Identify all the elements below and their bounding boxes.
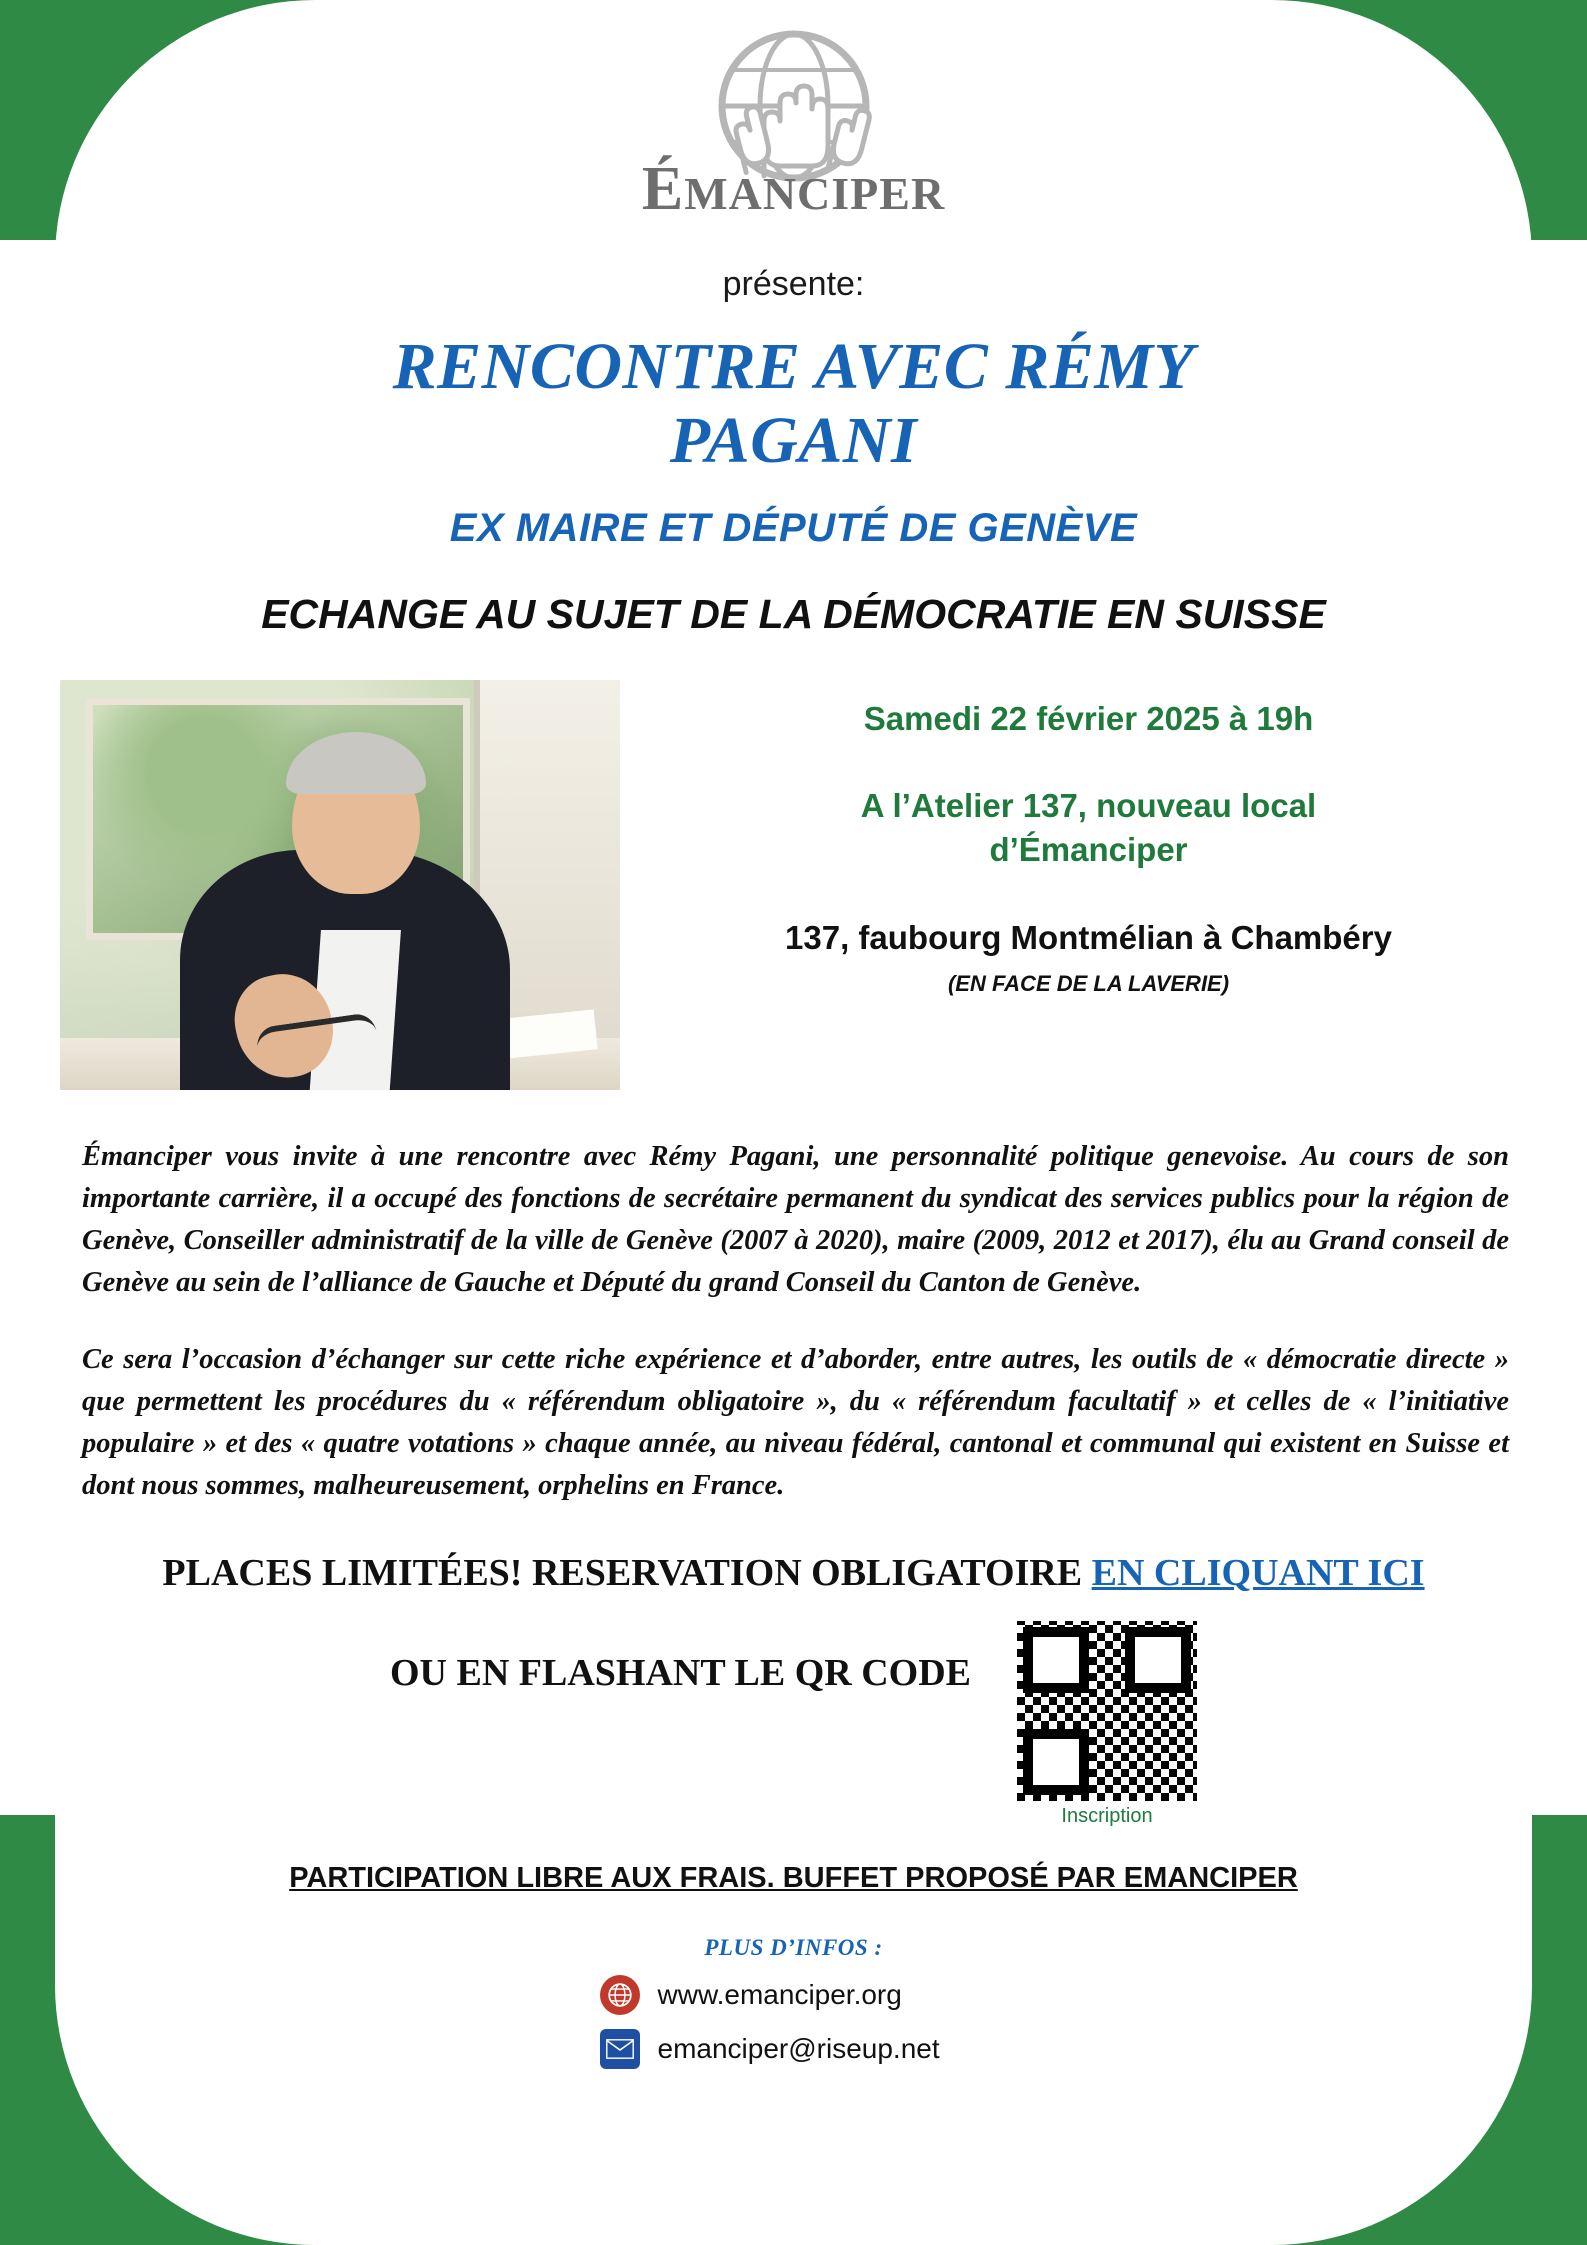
reservation-line — [60, 1551, 1527, 1595]
logo-block — [60, 0, 1527, 225]
event-address-note: (EN FACE DE LA LAVERIE) — [947, 970, 1230, 996]
qr-caption: Inscription — [1061, 1805, 1153, 1828]
footer-website[interactable]: www.emanciper.org — [657, 1979, 902, 2011]
participation-note: PARTICIPATION LIBRE AUX FRAIS. BUFFET PROPOSÉ PAR EMANCIPER — [289, 1862, 1298, 1895]
page-title-line2: PAGANI — [669, 403, 918, 477]
qr-row — [60, 1621, 1527, 1828]
qr-code[interactable] — [1017, 1621, 1197, 1801]
reservation-link[interactable]: EN CLIQUANT ICI — [1091, 1552, 1425, 1595]
event-date: Samedi 22 février 2025 à 19h — [863, 699, 1314, 737]
event-details — [620, 680, 1527, 997]
presente-label: présente: — [722, 265, 865, 303]
page-title — [60, 330, 1527, 478]
globe-icon — [600, 1975, 640, 2015]
logo-wordmark-initial: É — [641, 155, 685, 223]
footer — [60, 1935, 1527, 2069]
event-venue-line2: d’Émanciper — [989, 831, 1188, 869]
footer-website-row — [60, 1975, 1527, 2015]
event-address: 137, faubourg Montmélian à Chambéry — [785, 918, 1392, 956]
qr-block — [1017, 1621, 1197, 1828]
qr-instruction: OU EN FLASHANT LE QR CODE — [389, 1652, 971, 1695]
logo-wordmark — [60, 154, 1527, 225]
logo-wordmark-rest: MANCIPER — [684, 168, 946, 219]
page-subtitle: EX MAIRE ET DÉPUTÉ DE GENÈVE — [449, 505, 1138, 550]
event-venue-line1: A l’Atelier 137, nouveau local — [860, 786, 1317, 824]
footer-email-row — [60, 2029, 1527, 2069]
event-venue — [650, 784, 1527, 873]
body-paragraph-1: Émanciper vous invite à une rencontre avec Rémy Pagani, une personnalité politique genevoise. Au cours de son importante carrière, il a occupé des fonctions de secrétaire permanent du syndicat des services publics pour la région de Genève, Conseiller administratif de la ville de Genève (2007 à 2020), maire (2009, 2012 et 2017), élu au Grand conseil de Genève au sein de l’alliance de Gauche et Député du grand Conseil du Canton de Genève. — [82, 1140, 1509, 1299]
reservation-text: PLACES LIMITÉES! RESERVATION OBLIGATOIRE — [162, 1552, 1092, 1595]
speaker-photo — [60, 680, 620, 1090]
footer-heading: PLUS D’INFOS : — [704, 1935, 883, 1961]
page-topic: ECHANGE AU SUJET DE LA DÉMOCRATIE EN SUISSE — [261, 590, 1326, 637]
body-paragraph-2: Ce sera l’occasion d’échanger sur cette riche expérience et d’aborder, entre autres, les outils de « démocratie directe » que permettent les procédures du « référendum obligatoire », du « référendum facultatif » et celles de « l’initiative populaire » et des « quatre votations » chaque année, au niveau fédéral, cantonal et communal qui existent en Suisse et dont nous sommes, malheureusement, orphelins en France. — [82, 1343, 1509, 1502]
envelope-icon — [600, 2029, 640, 2069]
footer-email[interactable]: emanciper@riseup.net — [657, 2033, 940, 2065]
page-title-line1: RENCONTRE AVEC RÉMY — [392, 330, 1195, 403]
photo-details-row — [60, 680, 1527, 1090]
